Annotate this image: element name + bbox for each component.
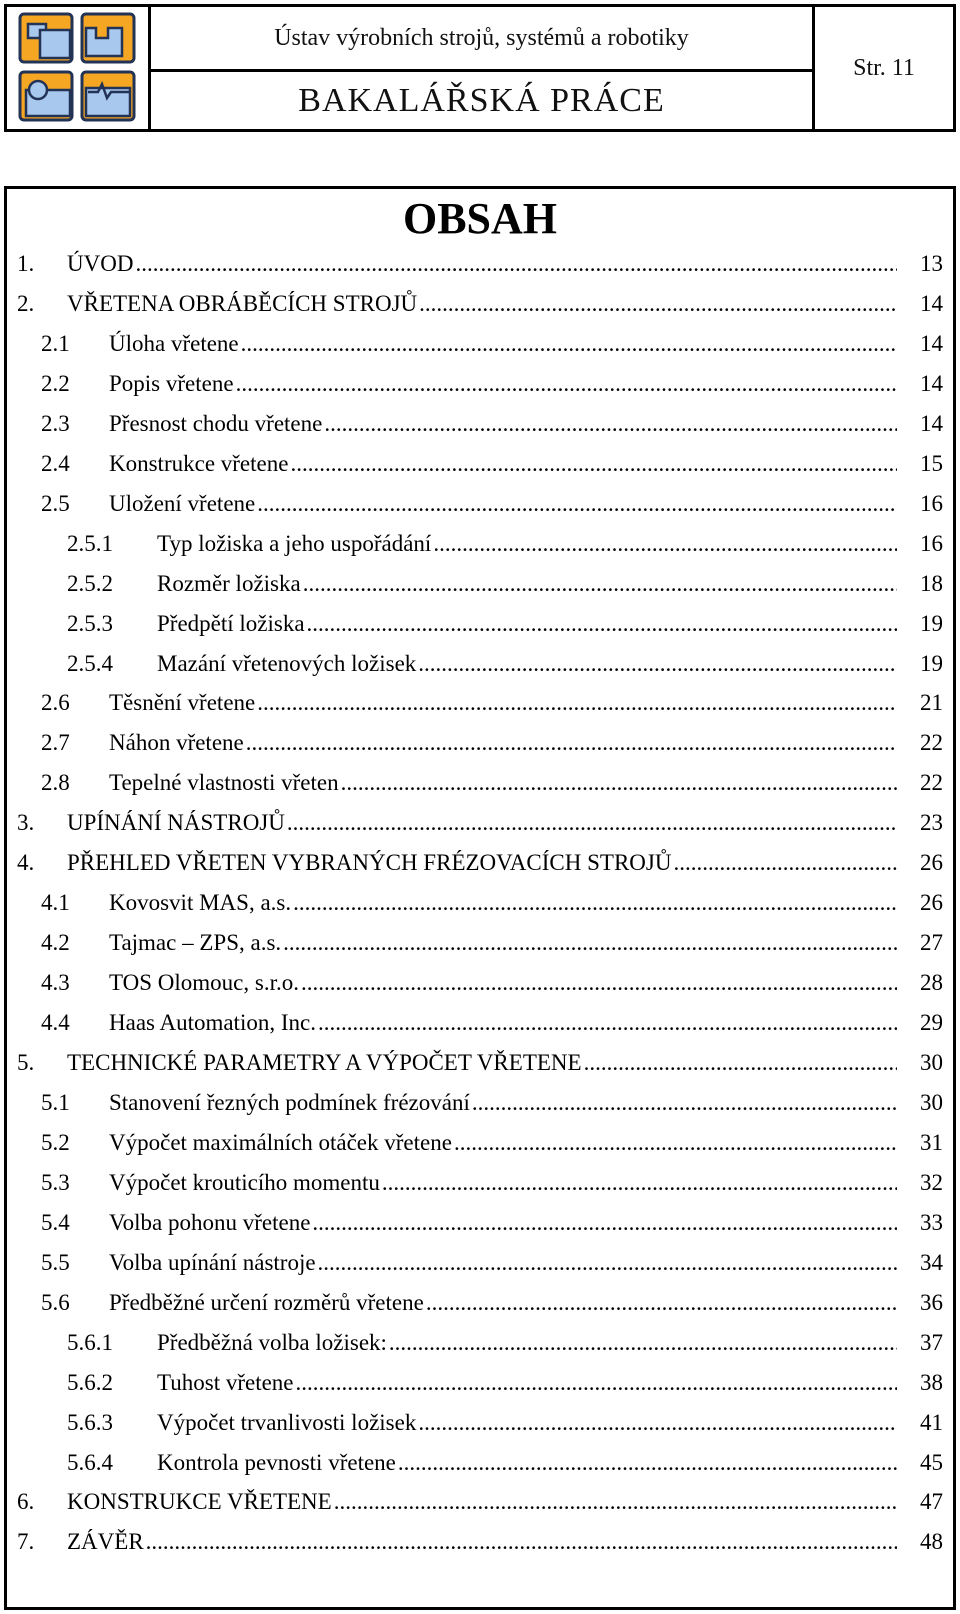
toc-entry-title: UPÍNÁNÍ NÁSTROJŮ	[67, 810, 285, 836]
toc-entry-page: 21	[920, 690, 943, 716]
toc-entry-title: Předběžné určení rozměrů vřetene	[109, 1289, 424, 1315]
toc-entry-page: 30	[920, 1050, 943, 1075]
toc-entry[interactable]	[7, 843, 953, 883]
toc-entry-number: 2.5.3	[67, 610, 113, 636]
toc-dot-leader	[324, 404, 897, 444]
page-number: Str. 11	[853, 54, 915, 81]
toc-entry[interactable]	[7, 1283, 953, 1323]
toc-entry-title: TECHNICKÉ PARAMETRY A VÝPOČET VŘETENE	[67, 1050, 582, 1075]
toc-entry-page: 32	[920, 1169, 943, 1195]
toc-entry[interactable]	[7, 1243, 953, 1283]
toc-dot-leader	[418, 644, 897, 684]
toc-entry-title: Přesnost chodu vřetene	[109, 410, 323, 436]
toc-entry-page: 15	[920, 450, 943, 476]
toc-title: OBSAH	[402, 194, 558, 243]
toc-dot-leader	[673, 843, 897, 883]
toc-entry[interactable]	[7, 444, 953, 484]
institute-logo	[7, 7, 151, 129]
toc-dot-leader	[334, 1482, 897, 1522]
toc-entry-number: 7.	[17, 1529, 35, 1555]
toc-dot-leader	[135, 244, 897, 284]
toc-entry-title: KONSTRUKCE VŘETENE	[67, 1489, 332, 1515]
toc-entry-title: Volba pohonu vřetene	[109, 1209, 311, 1235]
toc-entry-title: Kovosvit MAS, a.s.	[109, 890, 292, 916]
toc-entry-page: 16	[920, 490, 943, 516]
toc-entry[interactable]	[7, 404, 953, 444]
toc-entry[interactable]	[7, 244, 953, 284]
toc-entry-number: 2.5.2	[67, 570, 113, 596]
toc-entry-title: Náhon vřetene	[109, 730, 244, 756]
toc-dot-leader	[433, 524, 897, 564]
toc-entry-number: 5.4	[41, 1209, 70, 1235]
toc-entry[interactable]	[7, 883, 953, 923]
toc-entry-page: 22	[920, 730, 943, 756]
toc-entry-page: 13	[920, 251, 943, 276]
toc-entry[interactable]	[7, 284, 953, 324]
toc-entry-title: Uložení vřetene	[109, 490, 256, 516]
toc-entry-number: 5.3	[41, 1169, 70, 1195]
toc-dot-leader	[307, 604, 897, 644]
toc-dot-leader	[236, 364, 897, 404]
toc-entry-page: 31	[920, 1129, 943, 1155]
toc-entry-page: 28	[920, 970, 943, 996]
toc-entry-page: 18	[920, 570, 943, 596]
toc-entry-number: 4.2	[41, 930, 70, 956]
toc-entry-page: 27	[920, 930, 943, 956]
toc-entry-page: 41	[920, 1409, 943, 1435]
toc-entry-title: Těsnění vřetene	[109, 690, 256, 716]
toc-dot-leader	[426, 1283, 897, 1323]
toc-entry-page: 34	[920, 1249, 943, 1275]
toc-entry[interactable]	[7, 1003, 953, 1043]
toc-entry[interactable]	[7, 1203, 953, 1243]
toc-entry-title: Tajmac – ZPS, a.s.	[109, 930, 282, 956]
toc-entry[interactable]	[7, 923, 953, 963]
toc-dot-leader	[584, 1043, 897, 1083]
toc-entry-page: 47	[920, 1489, 943, 1515]
toc-dot-leader	[382, 1163, 897, 1203]
toc-entry[interactable]	[7, 524, 953, 564]
toc-dot-leader	[287, 803, 897, 843]
toc-dot-leader	[246, 723, 897, 763]
toc-entry-title: Typ ložiska a jeho uspořádání	[157, 530, 432, 556]
toc-entry-page: 30	[920, 1089, 943, 1115]
toc-entry-number: 2.8	[41, 770, 70, 796]
toc-entry-title: Volba upínání nástroje	[109, 1249, 316, 1275]
toc-entry-page: 45	[920, 1449, 943, 1475]
toc-entry[interactable]	[7, 364, 953, 404]
toc-entry-number: 2.5	[41, 490, 70, 516]
toc-dot-leader	[318, 1243, 897, 1283]
toc-entry[interactable]	[7, 604, 953, 644]
toc-entry[interactable]	[7, 644, 953, 684]
toc-dot-leader	[312, 1203, 897, 1243]
toc-entry[interactable]	[7, 1443, 953, 1483]
table-of-contents	[4, 186, 956, 1610]
toc-entry[interactable]	[7, 324, 953, 364]
toc-dot-leader	[290, 444, 897, 484]
toc-entry-number: 5.6.1	[67, 1329, 113, 1355]
toc-entry-title: TOS Olomouc, s.r.o.	[109, 970, 299, 996]
toc-dot-leader	[257, 484, 897, 524]
toc-dot-leader	[472, 1083, 897, 1123]
toc-entry-page: 36	[920, 1289, 943, 1315]
toc-entry-number: 5.6.3	[67, 1409, 113, 1435]
toc-entry[interactable]	[7, 1083, 953, 1123]
toc-entry-page: 37	[920, 1329, 943, 1355]
toc-dot-leader	[398, 1443, 897, 1483]
toc-dot-leader	[146, 1522, 897, 1562]
toc-entry[interactable]	[7, 723, 953, 763]
toc-dot-leader	[296, 1363, 897, 1403]
toc-entry-page: 19	[920, 610, 943, 636]
logo-icon	[16, 10, 140, 126]
toc-entry-page: 14	[920, 410, 943, 436]
toc-entry-title: Úloha vřetene	[109, 330, 239, 356]
toc-entry-number: 5.	[17, 1050, 35, 1075]
toc-entry[interactable]	[7, 963, 953, 1003]
toc-dot-leader	[389, 1323, 897, 1363]
toc-entry[interactable]	[7, 683, 953, 723]
toc-dot-leader	[341, 763, 897, 803]
toc-entry-page: 48	[920, 1529, 943, 1555]
toc-entry-page: 19	[920, 650, 943, 676]
toc-entry-page: 29	[920, 1010, 943, 1036]
toc-entry-title: Výpočet krouticího momentu	[109, 1169, 380, 1195]
toc-entry[interactable]	[7, 1123, 953, 1163]
header-title-block	[151, 7, 815, 129]
toc-dot-leader	[301, 963, 897, 1003]
toc-entry-number: 2.5.1	[67, 530, 113, 556]
toc-entry-page: 22	[920, 770, 943, 796]
toc-entry-number: 2.6	[41, 690, 70, 716]
toc-entry-title: Haas Automation, Inc.	[109, 1010, 316, 1036]
toc-entry[interactable]	[7, 1482, 953, 1522]
toc-entry[interactable]	[7, 1522, 953, 1562]
toc-entry-number: 4.3	[41, 970, 70, 996]
toc-entry-number: 5.2	[41, 1129, 70, 1155]
toc-entry-number: 2.1	[41, 330, 70, 356]
toc-entry-title: ÚVOD	[67, 251, 134, 276]
toc-entry-number: 5.6	[41, 1289, 70, 1315]
toc-entry-page: 14	[920, 330, 943, 356]
toc-entry[interactable]	[7, 1323, 953, 1363]
toc-entry[interactable]	[7, 1403, 953, 1443]
toc-entry-title: Kontrola pevnosti vřetene	[157, 1449, 396, 1475]
toc-entry[interactable]	[7, 803, 953, 843]
toc-entry[interactable]	[7, 1043, 953, 1083]
toc-entry-number: 2.3	[41, 410, 70, 436]
toc-entry-number: 2.	[17, 290, 35, 316]
toc-entry[interactable]	[7, 484, 953, 524]
toc-entry[interactable]	[7, 1163, 953, 1203]
toc-entry-title: Výpočet maximálních otáček vřetene	[109, 1129, 452, 1155]
toc-entry-number: 5.5	[41, 1249, 70, 1275]
institute-name: Ústav výrobních strojů, systémů a robotiky	[151, 7, 812, 72]
toc-dot-leader	[303, 564, 897, 604]
thesis-type: BAKALÁŘSKÁ PRÁCE	[298, 81, 665, 119]
toc-dot-leader	[419, 284, 897, 324]
toc-entry-title: Stanovení řezných podmínek frézování	[109, 1089, 470, 1115]
toc-entry-number: 4.	[17, 850, 35, 876]
toc-entry-number: 4.4	[41, 1010, 70, 1036]
page-header	[4, 4, 956, 132]
toc-entry-title: Tepelné vlastnosti vřeten	[109, 770, 339, 796]
toc-dot-leader	[293, 883, 897, 923]
toc-entry-title: Konstrukce vřetene	[109, 450, 289, 476]
toc-entry-number: 2.5.4	[67, 650, 113, 676]
toc-dot-leader	[418, 1403, 897, 1443]
toc-entry-number: 2.2	[41, 370, 70, 396]
toc-dot-leader	[454, 1123, 897, 1163]
toc-dot-leader	[318, 1003, 897, 1043]
toc-entry-number: 5.6.2	[67, 1369, 113, 1395]
toc-entry-page: 14	[920, 290, 943, 316]
toc-entry-number: 2.7	[41, 730, 70, 756]
toc-entry-page: 14	[920, 370, 943, 396]
toc-entry-page: 38	[920, 1369, 943, 1395]
toc-entry-number: 3.	[17, 810, 35, 836]
toc-entry-title: Výpočet trvanlivosti ložisek	[157, 1409, 417, 1435]
toc-entry-title: Rozměr ložiska	[157, 570, 301, 596]
toc-entry-number: 5.6.4	[67, 1449, 113, 1475]
toc-entry-number: 5.1	[41, 1089, 70, 1115]
toc-entry-title: Předpětí ložiska	[157, 610, 305, 636]
toc-entry-page: 26	[920, 890, 943, 916]
toc-entry[interactable]	[7, 763, 953, 803]
toc-entry-page: 26	[920, 850, 943, 876]
toc-entry-title: VŘETENA OBRÁBĚCÍCH STROJŮ	[67, 290, 418, 316]
toc-entry-title: Popis vřetene	[109, 370, 234, 396]
toc-entry-page: 16	[920, 530, 943, 556]
toc-dot-leader	[257, 683, 897, 723]
toc-entry-title: PŘEHLED VŘETEN VYBRANÝCH FRÉZOVACÍCH STROJŮ	[67, 850, 672, 876]
toc-entry-number: 2.4	[41, 450, 70, 476]
toc-entry-number: 4.1	[41, 890, 70, 916]
toc-entry[interactable]	[7, 1363, 953, 1403]
toc-entry[interactable]	[7, 564, 953, 604]
toc-entry-page: 23	[920, 810, 943, 836]
toc-entry-title: Tuhost vřetene	[157, 1369, 294, 1395]
toc-entry-number: 1.	[17, 251, 35, 276]
toc-entry-title: Předběžná volba ložisek:	[157, 1329, 387, 1355]
toc-entry-number: 6.	[17, 1489, 35, 1515]
toc-entry-title: Mazání vřetenových ložisek	[157, 650, 417, 676]
toc-entry-title: ZÁVĚR	[67, 1529, 144, 1555]
toc-entry-page: 33	[920, 1209, 943, 1235]
toc-dot-leader	[241, 324, 897, 364]
toc-dot-leader	[283, 923, 897, 963]
